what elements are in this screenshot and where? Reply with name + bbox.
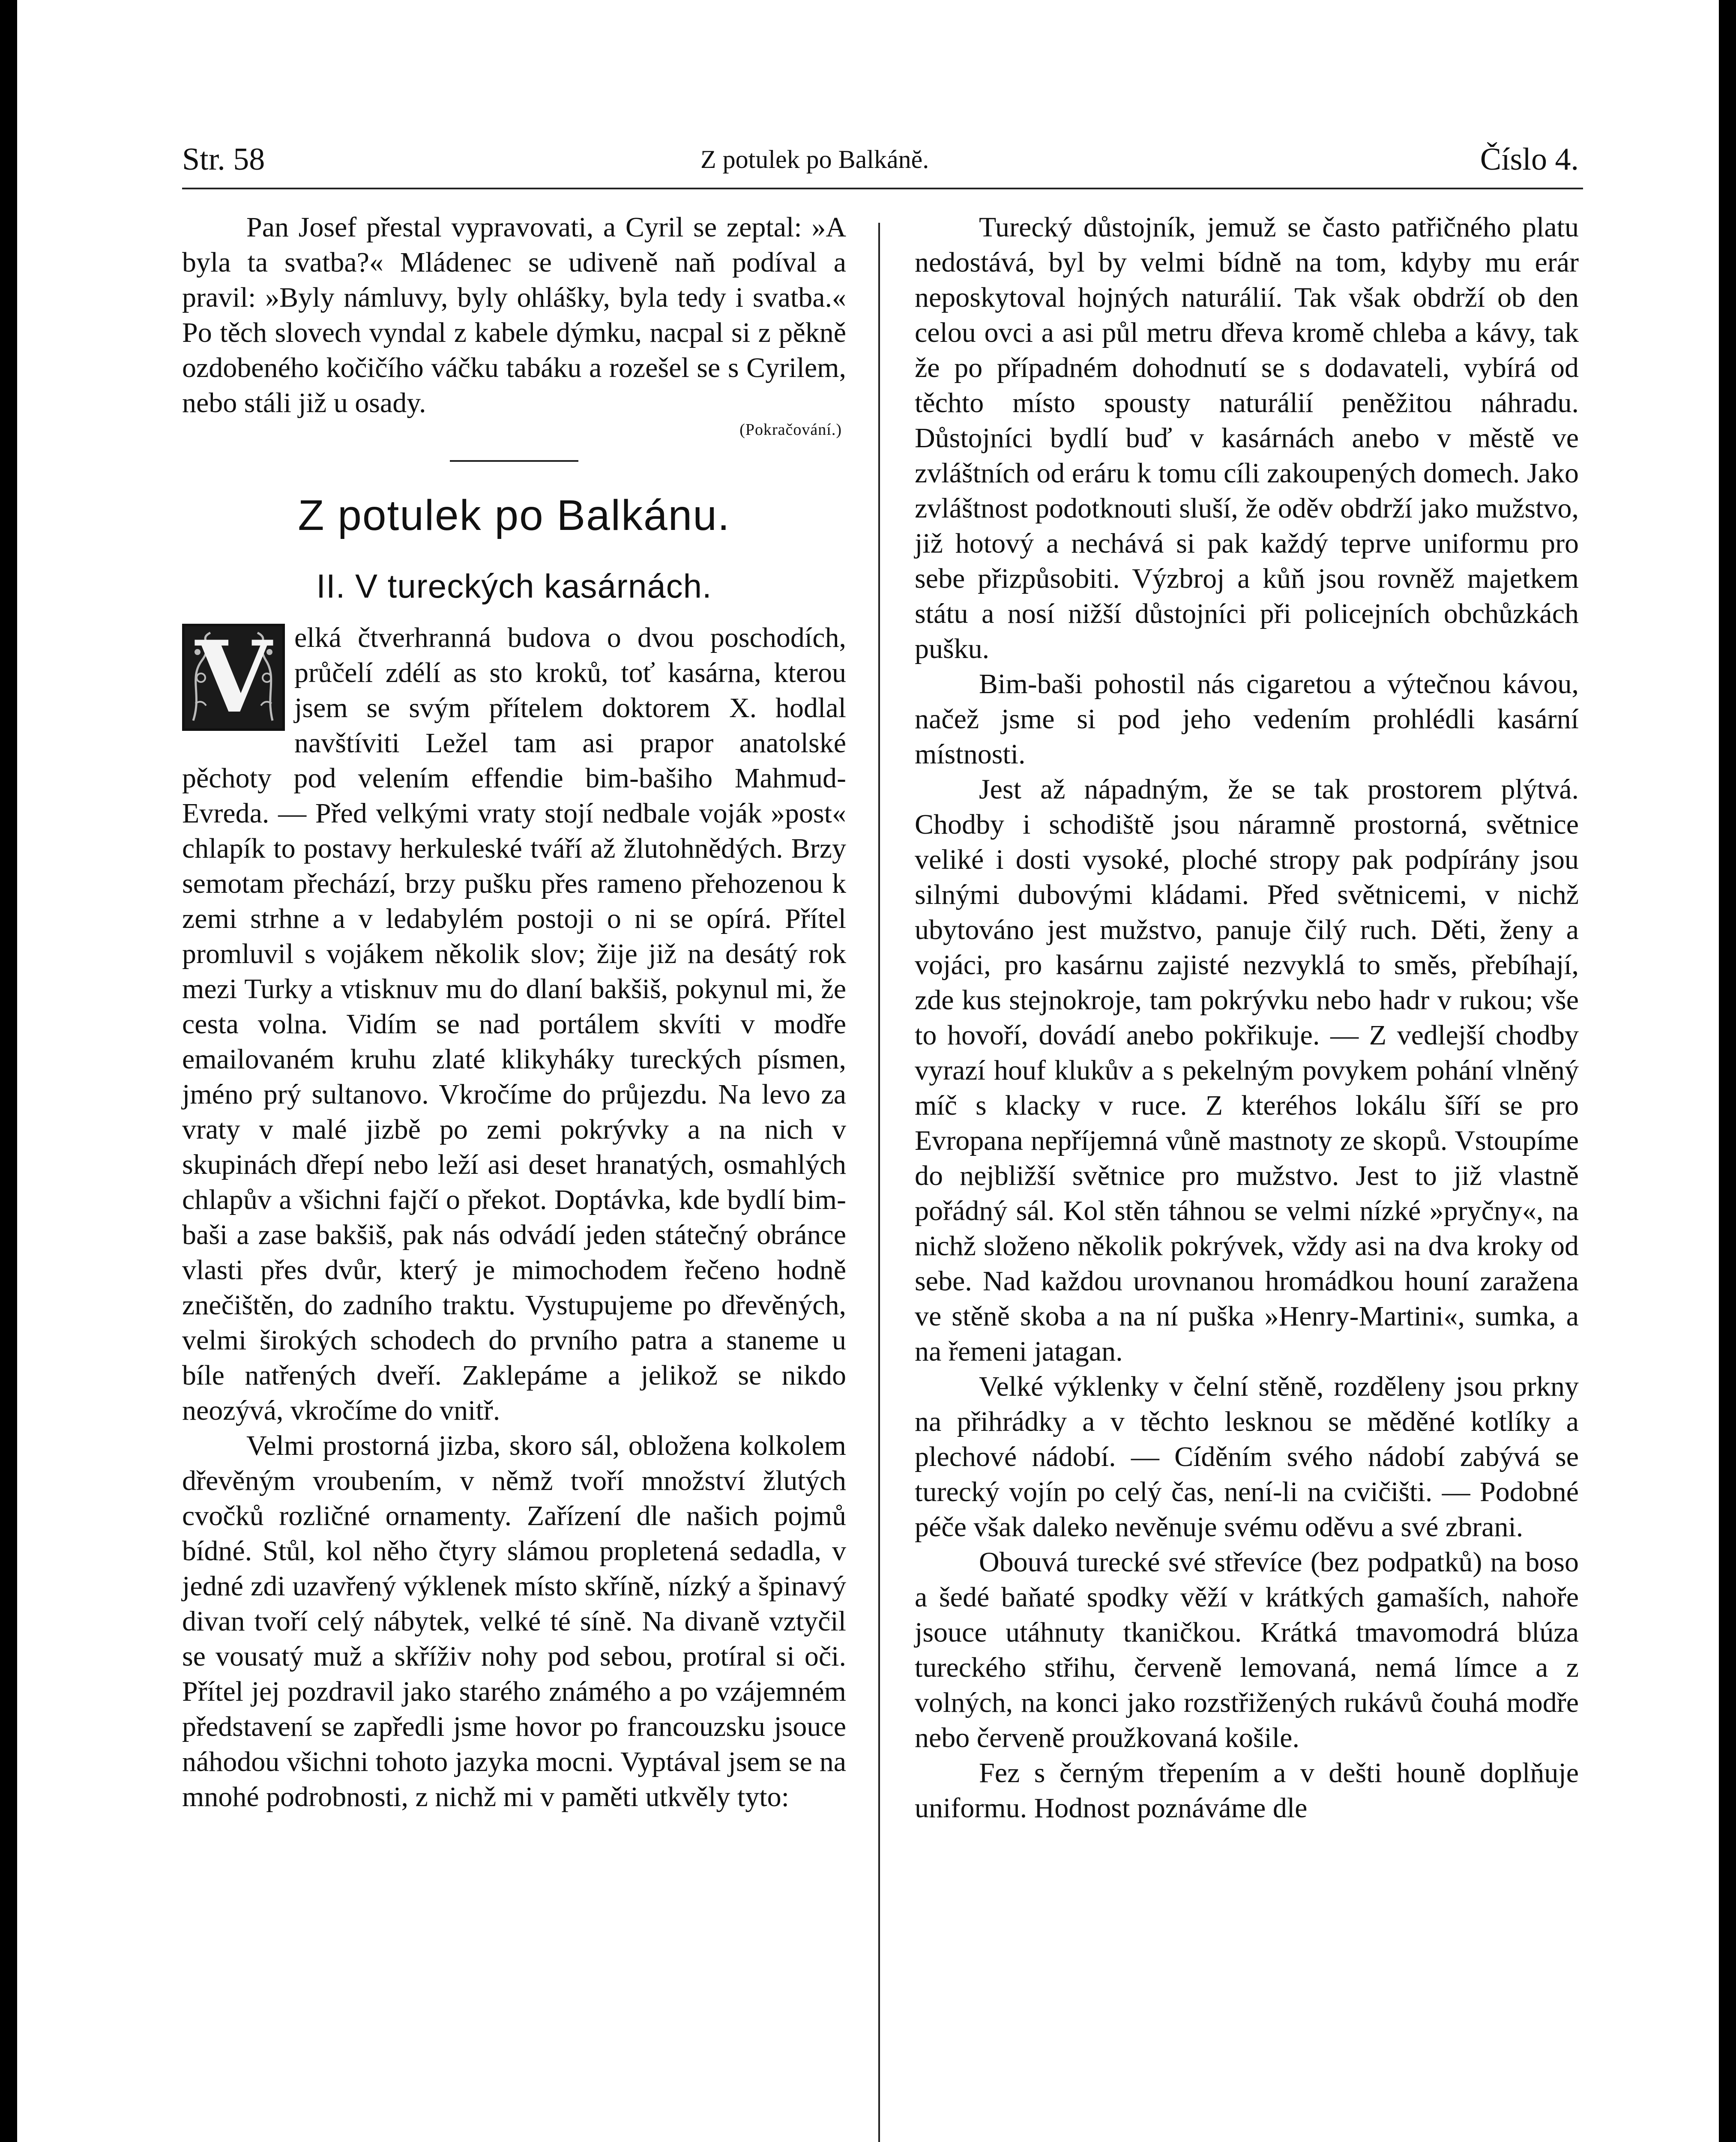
article-paragraph: Obouvá turecké své střevíce (bez podpatků) na boso a šedé baňaté spodky věží v krátkých gamaších, nahoře jsouce utáhnuty tkaničkou. Krátká tmavomodrá blúza tureckého střihu, červeně lemovaná, nemá límce a z volných, na konci jako rozstřižených rukávů čouhá modře nebo červeně proužkovaná košile. [915, 1547, 1579, 1753]
article-paragraph: Turecký důstojník, jemuž se často patřičného platu nedostává, byl by velmi bídně na tom, kdyby mu erár neposkytoval hojných naturálií. Tak však obdrží ob den celou ovci a asi půl metru dřeva kromě chleba a kávy, tak že po případném dohodnutí se s dodavateli, vybírá od těchto místo spousty naturálií peněžitou náhradu. Důstojníci bydlí buď v kasárnách anebo v městě ve zvláštních od eráru k tomu cíli zakoupených domech. Jako zvláštnost podotknouti sluší, že oděv obdrží jako mužstvo, již hotový a nechává si pak každý teprve uniformu pro sebe přizpůsobiti. Výzbroj a kůň jsou rovněž majetkem státu a nosí nižší důstojníci při policejních obchůzkách pušku. [915, 212, 1579, 664]
continued-note: (Pokračování.) [739, 421, 842, 439]
article-paragraph [182, 620, 846, 1428]
previous-story-ending: Pan Josef přestal vypravovati, a Cyril se zeptal: »A byla ta svatba?« Mládenec se udiveně naň podíval a pravil: »Byly námluvy, byly ohlášky, byla tedy i svatba.« Po těch slovech vyndal z kabele dýmku, nacpal si z pěkně ozdobeného kočičího váčku tabáku a rozešel se s Cyrilem, nebo stáli již u osady. [182, 212, 846, 419]
article-paragraph: Bim-baši pohostil nás cigaretou a výtečnou kávou, načež jsme si pod jeho vedením prohlédli kasární místnosti. [915, 668, 1579, 770]
page-number: Str. 58 [182, 142, 265, 177]
page-header [169, 124, 1583, 188]
article-paragraph: Velmi prostorná jizba, skoro sál, obložena kolkolem dřevěným vroubením, v němž tvoří množství žlutých cvočků rozličné ornamenty. Zařízení dle našich pojmů bídné. Stůl, kol něho čtyry slámou propletená sedadla, v jedné zdi uzavřený výklenek místo skříně, nízký a špinavý divan tvoří celý nábytek, velké té síně. Na divaně vztyčil se vousatý muž a skříživ nohy pod sebou, protíral si oči. Přítel jej pozdravil jako starého známého a po vzájemném představení se zapředli jsme hovor po francouzsku jsouce náhodou všichni tohoto jazyka mocni. Vyptával jsem se na mnohé podrobnosti, z nichž mi v paměti utkvěly tyto: [182, 1430, 846, 1813]
column-divider [878, 223, 880, 2142]
article-paragraph: Velké výklenky v čelní stěně, rozděleny jsou prkny na přihrádky a v těchto lesknou se měděné kotlíky a plechové nádobí. — Cíděním svého nádobí zabývá se turecký vojín po celý čas, není-li na cvičišti. — Podobné péče však daleko nevěnuje svému oděvu a své zbrani. [915, 1371, 1579, 1543]
scan-border-left [0, 0, 17, 2142]
article-paragraph: Jest až nápadným, že se tak prostorem plýtvá. Chodby i schodiště jsou náramně prostorná, světnice veliké i dosti vysoké, ploché stropy pak podpírány jsou silnými dubovými kládami. Před světnicemi, v nichž ubytováno jest mužstvo, panuje čilý ruch. Děti, ženy a vojáci, pro kasárnu zajisté nezvyklá to směs, přebíhají, zde kus stejnokroje, tam pokrývku nebo hadr v rukou; vše to hovoří, dovádí anebo pokřikuje. — Z vedlejší chodby vyrazí houf klukův a s pekelným povykem pohání vlněný míč s klacky v ruce. Z kteréhos lokálu šíří se pro Evropana nepříjemná vůně mastnoty ze skopů. Vstoupíme do nejbližší světnice pro mužstvo. Jest to již vlastně pořádný sál. Kol stěn táhnou se velmi nízké »pryčny«, na nichž složeno několik pokrývek, vždy asi na dva kroky od sebe. Nad každou urovnanou hromádkou houní zaražena ve stěně skoba a na ní puška »Henry-Martini«, sumka, a na řemeni jatagan. [915, 774, 1579, 1367]
article-title: Z potulek po Balkánu. [298, 491, 730, 539]
issue-number: Číslo 4. [1480, 142, 1579, 177]
section-separator [450, 460, 578, 462]
article-paragraph-text: elká čtverhranná budova o dvou poschodích, průčelí zdélí as sto kroků, toť kasárna, kterou jsem se svým přítelem doktorem X. hodlal navštíviti Ležel tam asi prapor anatolské pěchoty pod velením effendie bim-bašiho Mahmud-Evreda. — Před velkými vraty stojí nedbale voják »post« chlapík to postavy herkuleské tváří až žlutohnědých. Brzy semotam přechází, brzy pušku přes rameno přehozenou k zemi strhne a v ledabylém postoji o ni se opírá. Přítel promluvil s vojákem několik slov; žije již na desátý rok mezi Turky a vtisknuv mu do dlaní bakšiš, pokynul mi, že cesta volna. Vidím se nad portálem skvíti v modře emailovaném kruhu zlaté klikyháky tureckých písmen, jméno prý sultanovo. Vkročíme do průjezdu. Na levo za vraty v malé jizbě po zemi pokrývky a na nich v skupinách dřepí nebo leží asi deset hranatých, osmahlých chlapův a všichni fajčí o překot. Doptávka, kde bydlí bim-baši a zase bakšiš, pak nás odvádí jeden státečný obránce vlasti přes dvůr, který je mimochodem řečeno hodně znečištěn, do zadního traktu. Vystupujeme po dřevěných, velmi širokých schodech do prvního patra a staneme u bíle natřených dveří. Zaklepáme a jelikož se nikdo neozývá, vkročíme do vnitř. [182, 622, 846, 1426]
running-title: Z potulek po Balkánĕ. [700, 145, 929, 174]
scan-border-right [1719, 0, 1736, 2142]
ornamental-drop-cap [182, 619, 285, 735]
drop-cap-letter: V [195, 619, 272, 735]
page [169, 124, 1583, 2142]
left-column [182, 210, 846, 1815]
header-rule [182, 188, 1583, 189]
article-paragraph: Fez s černým třepením a v dešti houně doplňuje uniformu. Hodnost poznáváme dle [915, 1757, 1579, 1824]
right-column [915, 210, 1579, 1826]
section-title: II. V tureckých kasárnách. [316, 567, 712, 605]
